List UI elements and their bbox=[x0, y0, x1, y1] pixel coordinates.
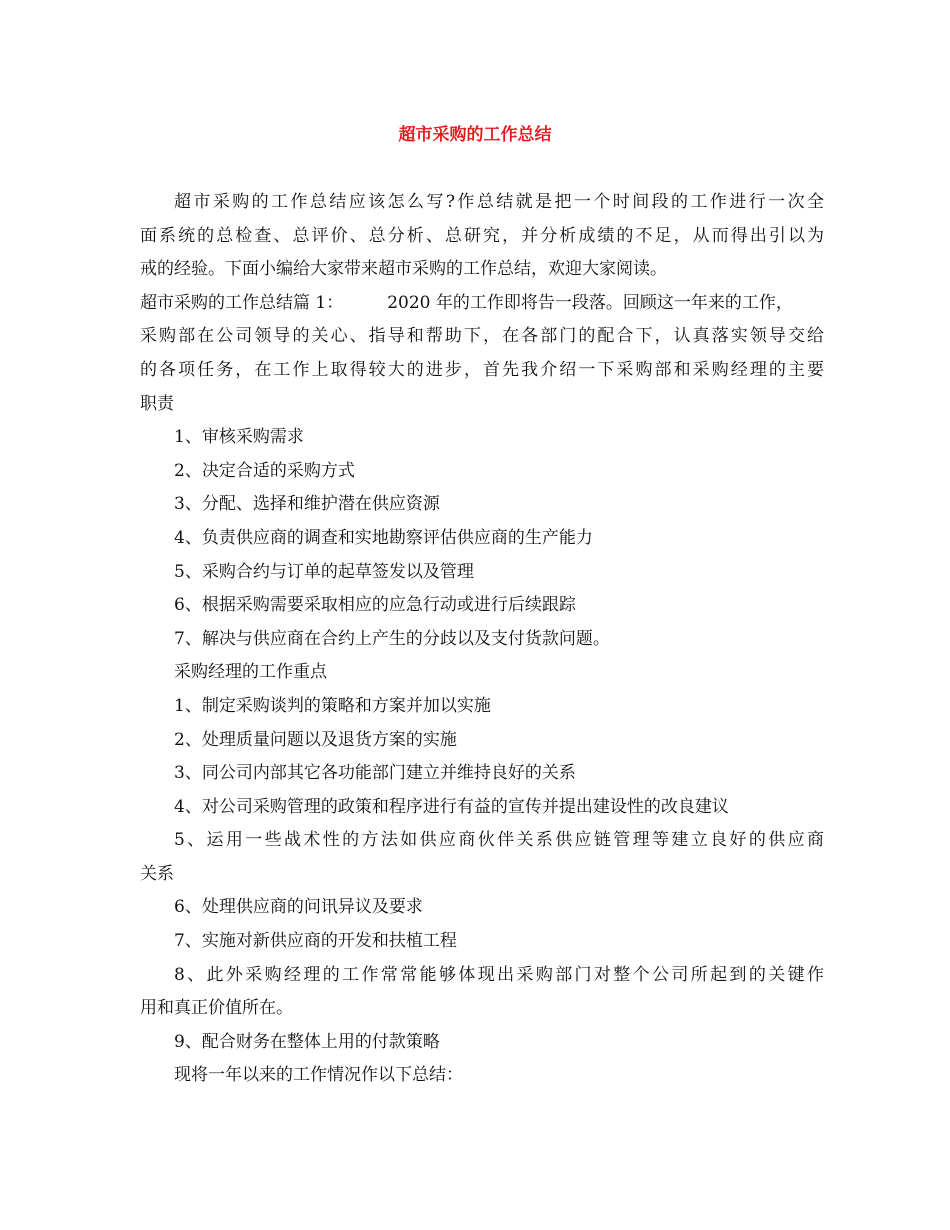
focus-item: 1、制定采购谈判的策略和方案并加以实施 bbox=[174, 695, 491, 716]
focus-item: 3、同公司内部其它各功能部门建立并维持良好的关系 bbox=[174, 763, 576, 784]
section1-line-2: 采购部在公司领导的关心、指导和帮助下，在各部门的配合下，认真落实领导交给 bbox=[140, 326, 824, 347]
section1-first-line bbox=[140, 287, 824, 321]
section1-label: 超市采购的工作总结篇 1： bbox=[140, 292, 344, 313]
intro-line-3: 戒的经验。下面小编给大家带来超市采购的工作总结，欢迎大家阅读。 bbox=[140, 259, 667, 280]
duty-item: 4、负责供应商的调查和实地勘察评估供应商的生产能力 bbox=[174, 527, 593, 548]
section1-line-1: 2020 年的工作即将告一段落。回顾这一年来的工作， bbox=[387, 292, 793, 313]
focus-heading: 采购经理的工作重点 bbox=[174, 662, 327, 683]
focus-item-5-line-2: 关系 bbox=[140, 863, 174, 884]
closing-line: 现将一年以来的工作情况作以下总结： bbox=[174, 1065, 463, 1086]
focus-item: 9、配合财务在整体上用的付款策略 bbox=[174, 1031, 440, 1052]
section1-line-3: 的各项任务，在工作上取得较大的进步，首先我介绍一下采购部和采购经理的主要 bbox=[140, 359, 824, 380]
focus-item-5-line-1: 5、运用一些战术性的方法如供应商伙伴关系供应链管理等建立良好的供应商 bbox=[174, 830, 824, 851]
duty-item: 6、根据采购需要采取相应的应急行动或进行后续跟踪 bbox=[174, 595, 576, 616]
intro-line-2: 面系统的总检查、总评价、总分析、总研究，并分析成绩的不足，从而得出引以为 bbox=[140, 225, 824, 246]
duty-item: 2、决定合适的采购方式 bbox=[174, 460, 355, 481]
focus-item: 7、实施对新供应商的开发和扶植工程 bbox=[174, 931, 457, 952]
focus-item-8-line-2: 用和真正价值所在。 bbox=[140, 998, 293, 1019]
focus-item-8-line-1: 8、此外采购经理的工作常常能够体现出采购部门对整个公司所起到的关键作 bbox=[174, 964, 824, 985]
focus-item: 6、处理供应商的问讯异议及要求 bbox=[174, 897, 423, 918]
document-body bbox=[140, 186, 824, 1093]
duty-item: 1、审核采购需求 bbox=[174, 427, 304, 448]
duty-item: 7、解决与供应商在合约上产生的分歧以及支付货款问题。 bbox=[174, 628, 610, 649]
duty-item: 3、分配、选择和维护潜在供应资源 bbox=[174, 494, 440, 515]
intro-line-1: 超市采购的工作总结应该怎么写?作总结就是把一个时间段的工作进行一次全 bbox=[174, 192, 824, 212]
focus-item: 2、处理质量问题以及退货方案的实施 bbox=[174, 729, 457, 750]
section1-line-4: 职责 bbox=[140, 393, 174, 414]
duty-item: 5、采购合约与订单的起草签发以及管理 bbox=[174, 561, 474, 582]
document-title: 超市采购的工作总结 bbox=[398, 125, 552, 145]
focus-item: 4、对公司采购管理的政策和程序进行有益的宣传并提出建设性的改良建议 bbox=[174, 796, 729, 817]
